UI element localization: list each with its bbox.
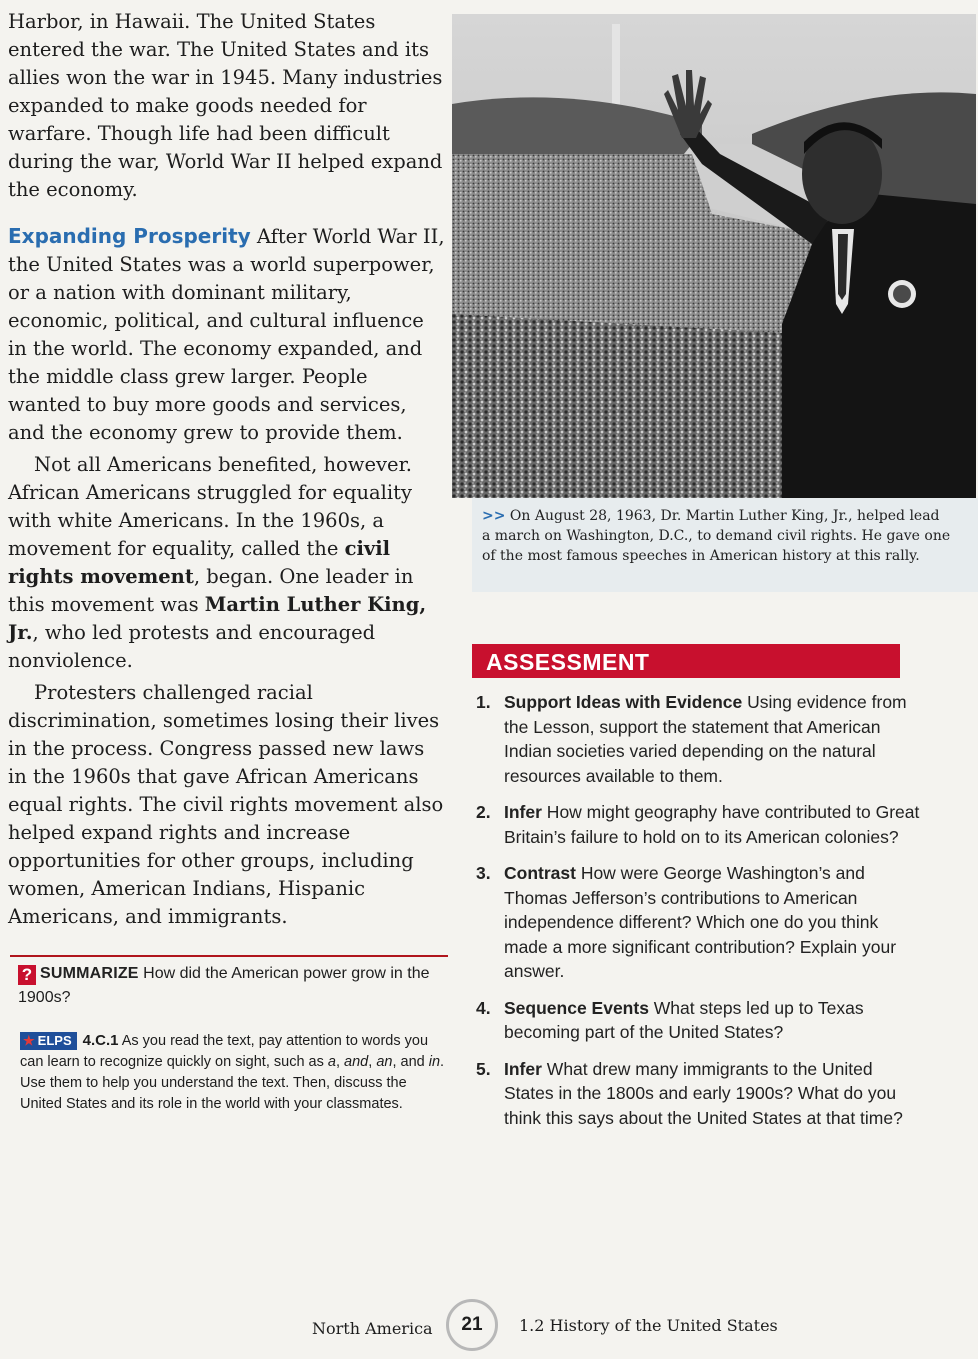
- civil-rights-text-1: Not all Americans benefited, however. African Americans struggled for equality with white Americans. In the 1960s, a movement for equality, called the: [8, 453, 412, 560]
- assessment-text: What drew many immigrants to the United States in the 1800s and early 1900s? What do you think this says about the United States at that time?: [504, 1058, 903, 1128]
- assessment-item: [470, 690, 922, 788]
- photo-caption: [482, 506, 952, 566]
- assessment-item: [470, 1057, 922, 1131]
- elps-sep-3: , and: [392, 1054, 429, 1070]
- assessment-text: What steps led up to Texas becoming part of the United States?: [504, 997, 864, 1042]
- assessment-item: [470, 800, 922, 849]
- elps-note: [20, 1030, 448, 1115]
- assessment-number: 4.: [476, 997, 491, 1018]
- question-icon: ?: [18, 965, 36, 985]
- protesters-paragraph: Protesters challenged racial discrimination, sometimes losing their lives in the process. Congress passed new laws in the 1960s that gave African Americans equal rights. The civil rights movement also helped expand rights and increase opportunities for other groups, including women, American Indians, Hispanic Americans, and immigrants.: [8, 681, 444, 928]
- elps-badge-label: ELPS: [37, 1033, 72, 1048]
- elps-sep-2: ,: [368, 1054, 377, 1070]
- key-term-martin-luther-king: Martin Luther King, Jr.: [8, 593, 427, 644]
- caption-arrow-icon: >>: [482, 508, 506, 524]
- assessment-label: Sequence Events: [504, 997, 649, 1018]
- assessment-list: [470, 690, 922, 1130]
- assessment-number: 5.: [476, 1058, 491, 1079]
- assessment-label: Contrast: [504, 863, 576, 883]
- assessment-number: 3.: [476, 863, 491, 883]
- elps-example-a: a: [327, 1054, 336, 1070]
- summarize-prompt: [18, 962, 448, 1010]
- elps-example-in: in: [428, 1054, 441, 1070]
- lapel-button-center: [893, 285, 911, 303]
- main-text-column: [8, 8, 446, 931]
- assessment-text: How were George Washington’s and Thomas Jefferson’s contributions to American independence different? Which one do you think made a more significant contribution? Explain your answer.: [504, 863, 897, 981]
- assessment-label: Infer: [504, 1058, 542, 1079]
- assessment-label: Infer: [504, 802, 542, 822]
- page-number: 21: [446, 1299, 498, 1351]
- expanding-prosperity-paragraph: [8, 222, 446, 447]
- assessment-item: [470, 861, 922, 984]
- assessment-text: How might geography have contributed to Great Britain’s failure to hold on to its American colonies?: [504, 802, 920, 847]
- expanding-prosperity-text: After World War II, the United States was a world superpower, or a nation with dominant military, economic, political, and cultural influence in the world. The economy expanded, and the middle class grew larger. People wanted to buy more goods and services, and the economy grew to provide them.: [8, 225, 445, 444]
- elps-badge: [20, 1032, 77, 1050]
- footer-unit-title: North America: [312, 1319, 433, 1338]
- section-divider: [10, 955, 448, 957]
- photo-illustration: [452, 14, 976, 498]
- mlk-march-photo: [452, 14, 976, 498]
- civil-rights-text-3: , who led protests and encouraged nonviolence.: [8, 621, 376, 672]
- elps-example-and: and: [344, 1054, 369, 1070]
- texas-star-icon: ★: [23, 1033, 35, 1048]
- intro-paragraph: Harbor, in Hawaii. The United States entered the war. The United States and its allies won the war in 1945. Many industries expanded to make goods needed for warfare. Though life had been difficult during the war, World War II helped expand the economy.: [8, 10, 443, 201]
- elps-text-1: As you read the text, pay attention to words you can learn to recognize quickly on sight, such as: [20, 1033, 429, 1070]
- assessment-item: [470, 996, 922, 1045]
- civil-rights-paragraph: [8, 451, 446, 675]
- assessment-title: ASSESSMENT: [486, 649, 650, 675]
- elps-sep-1: ,: [335, 1054, 345, 1070]
- section-heading-expanding-prosperity: Expanding Prosperity: [8, 224, 251, 248]
- assessment-number: 2.: [476, 802, 491, 822]
- assessment-label: Support Ideas with Evidence: [504, 692, 743, 712]
- assessment-text: Using evidence from the Lesson, support the statement that American Indian societies varied depending on the natural resources available to them.: [504, 692, 907, 786]
- photo-caption-text: On August 28, 1963, Dr. Martin Luther King, Jr., helped lead a march on Washington, D.C., to demand civil rights. He gave one of the most famous speeches in American history at this rally.: [482, 508, 951, 564]
- assessment-number: 1.: [476, 692, 491, 712]
- elps-text-2: . Use them to help you understand the text. Then, discuss the United States and its role in the world with your classmates.: [20, 1054, 445, 1112]
- summarize-text: How did the American power grow in the 1900s?: [18, 965, 430, 1006]
- summarize-label: SUMMARIZE: [40, 965, 139, 982]
- elps-code: 4.C.1: [82, 1032, 119, 1049]
- footer-lesson-title: 1.2 History of the United States: [519, 1316, 778, 1335]
- elps-example-an: an: [376, 1054, 393, 1070]
- civil-rights-text-2: , began. One leader in this movement was: [8, 565, 414, 616]
- key-term-civil-rights-movement: civil rights movement: [8, 537, 391, 588]
